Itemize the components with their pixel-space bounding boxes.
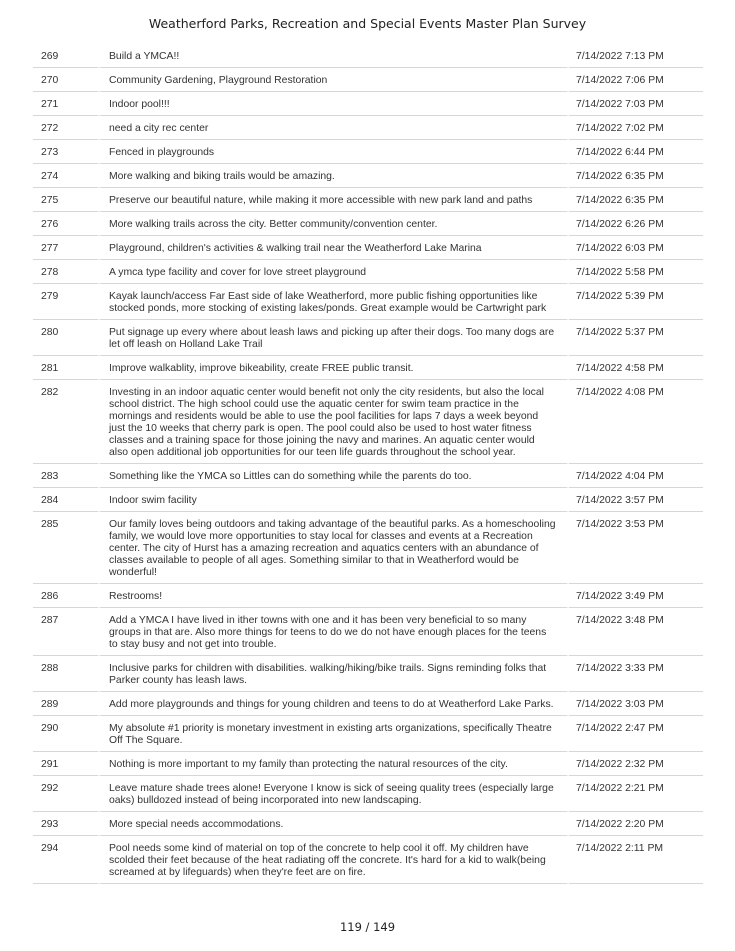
response-id: 276 [33,212,100,236]
table-row [33,584,703,608]
response-text: Preserve our beautiful nature, while making it more accessible with new park land and paths [100,188,569,212]
response-date: 7/14/2022 2:20 PM [569,812,703,836]
response-date: 7/14/2022 2:32 PM [569,752,703,776]
response-date: 7/14/2022 4:58 PM [569,356,703,380]
response-date: 7/14/2022 3:03 PM [569,692,703,716]
response-date: 7/14/2022 6:35 PM [569,188,703,212]
response-text: Something like the YMCA so Littles can do something while the parents do too. [100,464,569,488]
response-id: 280 [33,320,100,356]
response-id: 289 [33,692,100,716]
response-id: 288 [33,656,100,692]
page-number: 119 / 149 [339,920,396,934]
response-text: Pool needs some kind of material on top of the concrete to help cool it off. My children have scolded their feet because of the heat radiating off the concrete. It's hard for a kid to walk(being screamed at by lifeguards) when they're feet are on fire. [100,836,569,884]
response-text: Community Gardening, Playground Restoration [100,68,569,92]
response-id: 274 [33,164,100,188]
table-row [33,692,703,716]
response-date: 7/14/2022 3:57 PM [569,488,703,512]
response-text: Nothing is more important to my family than protecting the natural resources of the city. [100,752,569,776]
response-text: Indoor swim facility [100,488,569,512]
response-id: 279 [33,284,100,320]
table-row [33,716,703,752]
table-row [33,320,703,356]
response-id: 287 [33,608,100,656]
response-id: 283 [33,464,100,488]
table-row [33,380,703,464]
response-id: 281 [33,356,100,380]
response-id: 286 [33,584,100,608]
response-text: Add more playgrounds and things for young children and teens to do at Weatherford Lake Parks. [100,692,569,716]
response-text: Kayak launch/access Far East side of lake Weatherford, more public fishing opportunities like stocked ponds, more stocking of existing lakes/ponds. Great example would be Cartwright park [100,284,569,320]
response-text: Add a YMCA I have lived in ither towns with one and it has been very beneficial to so many groups in that are. Also more things for teens to do we do not have enough places for the teens to stay busy and not get into trouble. [100,608,569,656]
response-date: 7/14/2022 6:35 PM [569,164,703,188]
page-title: Weatherford Parks, Recreation and Special Events Master Plan Survey [148,16,587,31]
table-row [33,488,703,512]
response-date: 7/14/2022 6:26 PM [569,212,703,236]
response-id: 294 [33,836,100,884]
response-date: 7/14/2022 3:49 PM [569,584,703,608]
response-id: 291 [33,752,100,776]
response-text: need a city rec center [100,116,569,140]
response-id: 271 [33,92,100,116]
table-row [33,608,703,656]
table-row [33,356,703,380]
response-text: Playground, children's activities & walking trail near the Weatherford Lake Marina [100,236,569,260]
table-row [33,776,703,812]
table-row [33,140,703,164]
responses-table [33,44,703,884]
response-id: 292 [33,776,100,812]
response-id: 275 [33,188,100,212]
response-date: 7/14/2022 4:04 PM [569,464,703,488]
response-date: 7/14/2022 5:58 PM [569,260,703,284]
table-row [33,68,703,92]
response-id: 269 [33,44,100,68]
table-row [33,188,703,212]
response-date: 7/14/2022 7:06 PM [569,68,703,92]
table-row [33,212,703,236]
table-row [33,92,703,116]
response-text: Build a YMCA!! [100,44,569,68]
table-row [33,116,703,140]
response-id: 272 [33,116,100,140]
response-text: Investing in an indoor aquatic center would benefit not only the city residents, but also the local school district. The high school could use the aquatic center for swim team practice in the mornings and residents would be able to use the pool facilities for laps 7 days a week beyond just the 10 weeks that cherry park is open. The pool could also be used to host water fitness classes and a training space for those joining the navy and marines. An aquatic center would also open additional job opportunities for our teen life guards throughout the school year. [100,380,569,464]
response-text: More walking and biking trails would be amazing. [100,164,569,188]
response-date: 7/14/2022 2:47 PM [569,716,703,752]
response-text: My absolute #1 priority is monetary investment in existing arts organizations, specifically Theatre Off The Square. [100,716,569,752]
response-id: 270 [33,68,100,92]
response-text: Improve walkablity, improve bikeability, create FREE public transit. [100,356,569,380]
table-row [33,752,703,776]
response-text: Restrooms! [100,584,569,608]
response-text: More walking trails across the city. Better community/convention center. [100,212,569,236]
response-id: 290 [33,716,100,752]
response-id: 273 [33,140,100,164]
response-date: 7/14/2022 3:53 PM [569,512,703,584]
response-date: 7/14/2022 6:03 PM [569,236,703,260]
response-date: 7/14/2022 3:33 PM [569,656,703,692]
response-id: 293 [33,812,100,836]
response-id: 285 [33,512,100,584]
response-id: 284 [33,488,100,512]
table-row [33,512,703,584]
table-row [33,464,703,488]
response-date: 7/14/2022 5:39 PM [569,284,703,320]
response-date: 7/14/2022 2:11 PM [569,836,703,884]
response-date: 7/14/2022 7:13 PM [569,44,703,68]
table-row [33,236,703,260]
response-date: 7/14/2022 7:02 PM [569,116,703,140]
response-date: 7/14/2022 4:08 PM [569,380,703,464]
response-text: Our family loves being outdoors and taking advantage of the beautiful parks. As a homeschooling family, we would love more opportunities to stay local for classes and events at a Recreation center. The city of Hurst has a amazing recreation and aquatics centers with an abundance of classes available to people of all ages. Something similar to that in Weatherford would be wonderful! [100,512,569,584]
response-text: Put signage up every where about leash laws and picking up after their dogs. Too many dogs are let off leash on Holland Lake Trail [100,320,569,356]
response-date: 7/14/2022 3:48 PM [569,608,703,656]
response-text: Fenced in playgrounds [100,140,569,164]
response-text: Inclusive parks for children with disabilities. walking/hiking/bike trails. Signs reminding folks that Parker county has leash laws. [100,656,569,692]
response-id: 278 [33,260,100,284]
response-text: Leave mature shade trees alone! Everyone I know is sick of seeing quality trees (especially large oaks) bulldozed instead of being incorporated into new landscaping. [100,776,569,812]
responses-table-body [33,44,703,884]
table-row [33,812,703,836]
response-text: Indoor pool!!! [100,92,569,116]
response-text: More special needs accommodations. [100,812,569,836]
response-date: 7/14/2022 6:44 PM [569,140,703,164]
table-row [33,836,703,884]
response-date: 7/14/2022 5:37 PM [569,320,703,356]
table-row [33,284,703,320]
table-row [33,260,703,284]
table-row [33,164,703,188]
response-date: 7/14/2022 2:21 PM [569,776,703,812]
response-text: A ymca type facility and cover for love street playground [100,260,569,284]
table-row [33,44,703,68]
table-row [33,656,703,692]
response-id: 282 [33,380,100,464]
response-date: 7/14/2022 7:03 PM [569,92,703,116]
response-id: 277 [33,236,100,260]
